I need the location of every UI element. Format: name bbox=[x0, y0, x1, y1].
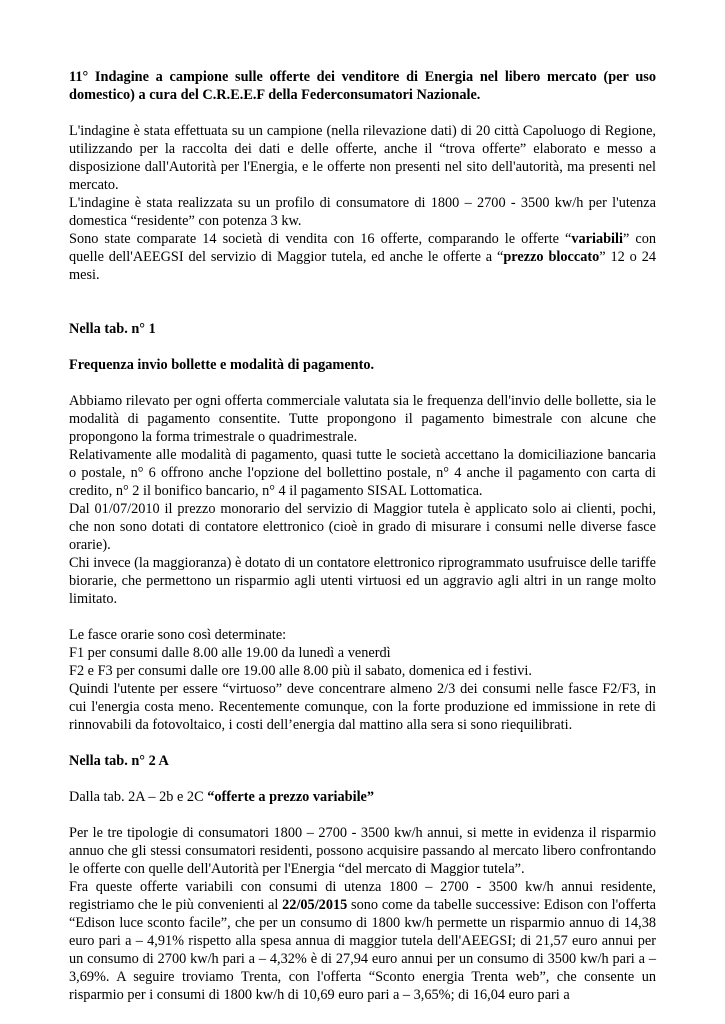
tab2a-paragraph-1: Per le tre tipologie di consumatori 1800 – 2700 - 3500 kw/h annui, si mette in evidenza il risparmio annuo che gli stessi consumatori residenti, possono acquisire passando al mercato libero confrontando le offerte con quelle dell'Autorità per l'Energia “del mercato di Maggior tutela”. bbox=[69, 825, 656, 877]
tab1-heading: Nella tab. n° 1 bbox=[69, 321, 156, 337]
tab2a-p2-part-b: sono come da tabelle successive: Edison con l'offerta “Edison luce sconto facile”, che per un consumo di 1800 kw/h permette un risparmio annuo di 14,38 euro pari a – 4,91% rispetto alla spesa annua di maggior tutela dell'AEEGSI; di 21,57 euro annui per un consumo di 2700 kw/h pari a – 4,32% è di 27,94 euro annui per un consumo di 3500 kw/h pari a – 3,69%. A seguire troviamo Trenta, con l'offerta “Sconto energia Trenta web”, che consente un risparmio per i consumi di 1800 kw/h di 10,69 euro pari a – 3,65%; di 16,04 euro pari a bbox=[69, 897, 657, 1003]
tab1-paragraph-4: Chi invece (la maggioranza) è dotato di un contatore elettronico riprogrammato usufruisce delle tariffe biorarie, che permettono un risparmio agli utenti virtuosi ed un aggravio agli altri in un range molto limitato. bbox=[69, 555, 656, 607]
intro-paragraph-3 bbox=[69, 230, 656, 284]
fascia-f2-f3: F2 e F3 per consumi dalle ore 19.00 alle 8.00 più il sabato, domenica ed i festivi. bbox=[69, 663, 532, 679]
prezzo-variabile-emphasis: “offerte a prezzo variabile” bbox=[207, 789, 375, 805]
tab2a-p2-part-a: Fra queste offerte variabili con consumi di utenza 1800 – 2700 - 3500 kw/h annui residente, registriamo che le più convenienti al bbox=[69, 879, 656, 913]
tab1-paragraph-2: Relativamente alle modalità di pagamento, quasi tutte le società accettano la domiciliazione bancaria o postale, n° 6 offrono anche l'opzione del bollettino postale, n° 4 anche il pagamento con carta di credito, n° 2 il bonifico bancario, n° 4 il pagamento SISAL Lottomatica. bbox=[69, 447, 656, 499]
document-page bbox=[69, 68, 656, 1004]
tab2a-sub-part-a: Dalla tab. 2A – 2b e 2C bbox=[69, 789, 208, 805]
intro-paragraph-2: L'indagine è stata realizzata su un profilo di consumatore di 1800 – 2700 - 3500 kw/h per l'utenza domestica “residente” con potenza 3 kw. bbox=[69, 195, 656, 229]
intro-p3-part-a: Sono state comparate 14 società di vendita con 16 offerte, comparando le offerte “ bbox=[69, 231, 572, 247]
document-title: 11° Indagine a campione sulle offerte dei venditore di Energia nel libero mercato (per uso domestico) a cura del C.R.E.E.F della Federconsumatori Nazionale. bbox=[69, 69, 656, 103]
intro-p3-part-e: ” 12 o 24 mesi. bbox=[69, 249, 656, 283]
intro-paragraph-1: L'indagine è stata effettuata su un campione (nella rilevazione dati) di 20 città Capoluogo di Regione, utilizzando per la raccolta dei dati e delle offerte, anche il “trova offerte” elaborato e messo a disposizione dall'Autorità per l'Energia, e le offerte non presenti nel sito dell'autorità, ma presenti nel mercato. bbox=[69, 123, 656, 193]
tab2a-paragraph-2 bbox=[69, 878, 656, 1004]
prezzo-bloccato-emphasis: prezzo bloccato bbox=[503, 249, 600, 265]
tab2a-subheading bbox=[69, 788, 656, 806]
variabili-emphasis: variabili bbox=[571, 231, 623, 247]
tab2a-heading: Nella tab. n° 2 A bbox=[69, 753, 169, 769]
intro-p3-part-c: ” con quelle dell'AEEGSI del servizio di Maggior tutela, ed anche le offerte a “ bbox=[69, 231, 657, 265]
survey-date: 22/05/2015 bbox=[282, 897, 348, 913]
fascia-f1: F1 per consumi dalle 8.00 alle 19.00 da lunedì a venerdì bbox=[69, 645, 391, 661]
tab1-subheading: Frequenza invio bollette e modalità di pagamento. bbox=[69, 357, 375, 373]
tab1-paragraph-5: Quindi l'utente per essere “virtuoso” deve concentrare almeno 2/3 dei consumi nelle fasce F2/F3, in cui l'energia costa meno. Recentemente comunque, con la forte produzione ed immissione in rete di rinnovabili da fotovoltaico, i costi dell’energia dal mattino alla sera si sono riequilibrati. bbox=[69, 681, 656, 733]
fasce-intro: Le fasce orarie sono così determinate: bbox=[69, 627, 287, 643]
tab1-paragraph-3: Dal 01/07/2010 il prezzo monorario del servizio di Maggior tutela è applicato solo ai clienti, pochi, che non sono dotati di contatore elettronico (cioè in grado di misurare i consumi nelle diverse fasce orarie). bbox=[69, 501, 656, 553]
tab1-paragraph-1: Abbiamo rilevato per ogni offerta commerciale valutata sia le frequenza dell'invio delle bollette, sia le modalità di pagamento consentite. Tutte propongono il pagamento bimestrale con alcune che propongono la forma trimestrale o quadrimestrale. bbox=[69, 393, 656, 445]
